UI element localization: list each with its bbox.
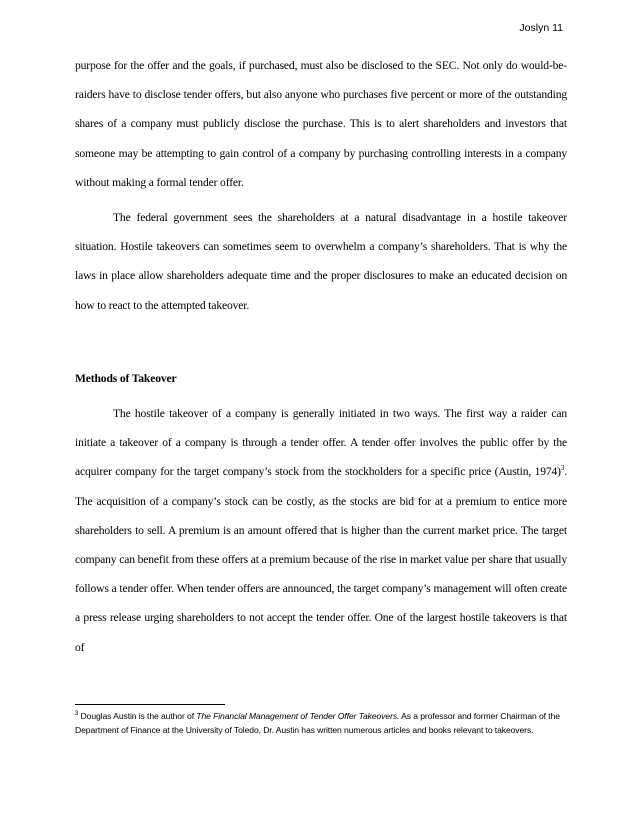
paragraph-1: purpose for the offer and the goals, if purchased, must also be disclosed to the SEC. Not only do would-be-raiders have to disclose tender offers, but also anyone who purchases five percent or more of the outstanding shares of a company must publicly disclose the purchase. This is to alert shareholders and investors that someone may be attempting to gain control of a company by purchasing controlling interests in a company without making a formal tender offer. <box>75 59 567 189</box>
footnote-text-b: As a professor and former Chairman of the Department of Finance at the University of Toledo, Dr. Austin has written numerous articles and books relevant to takeovers. <box>75 711 560 735</box>
paragraph-3-text-a: The hostile takeover of a company is generally initiated in two ways. The first way a raider can initiate a takeover of a company is through a tender offer. A tender offer involves the public offer by the acquirer company for the target company’s stock from the stockholders for a specific price (Austin, 1974) <box>75 407 567 479</box>
body-text <box>75 51 567 662</box>
footnote-book-title: The Financial Management of Tender Offer Takeovers. <box>196 711 400 721</box>
footnote-number: 3 <box>75 711 79 718</box>
footnote <box>75 710 567 737</box>
footnote-separator <box>75 704 225 705</box>
paragraph-2: The federal government sees the shareholders at a natural disadvantage in a hostile takeover situation. Hostile takeovers can sometimes seem to overwhelm a company’s shareholders. That is why the laws in place allow shareholders adequate time and the proper disclosures to make an educated decision on how to react to the attempted takeover. <box>75 211 567 312</box>
paragraph-3-text-b: . The acquisition of a company’s stock can be costly, as the stocks are bid for at a premium to entice more shareholders to sell. A premium is an amount offered that is higher than the current market price. The target company can benefit from these offers at a premium because of the rise in market value per share that usually follows a tender offer. When tender offers are announced, the target company’s management will often create a press release urging shareholders to not accept the tender offer. One of the largest hostile takeovers is that of <box>75 465 567 654</box>
section-heading: Methods of Takeover <box>75 371 177 385</box>
running-head: Joslyn 11 <box>519 22 563 34</box>
footnote-ref: 3 <box>560 464 565 473</box>
footnote-text-a: Douglas Austin is the author of <box>78 711 197 721</box>
footnote-text <box>75 710 567 737</box>
paragraph-3 <box>75 399 567 662</box>
